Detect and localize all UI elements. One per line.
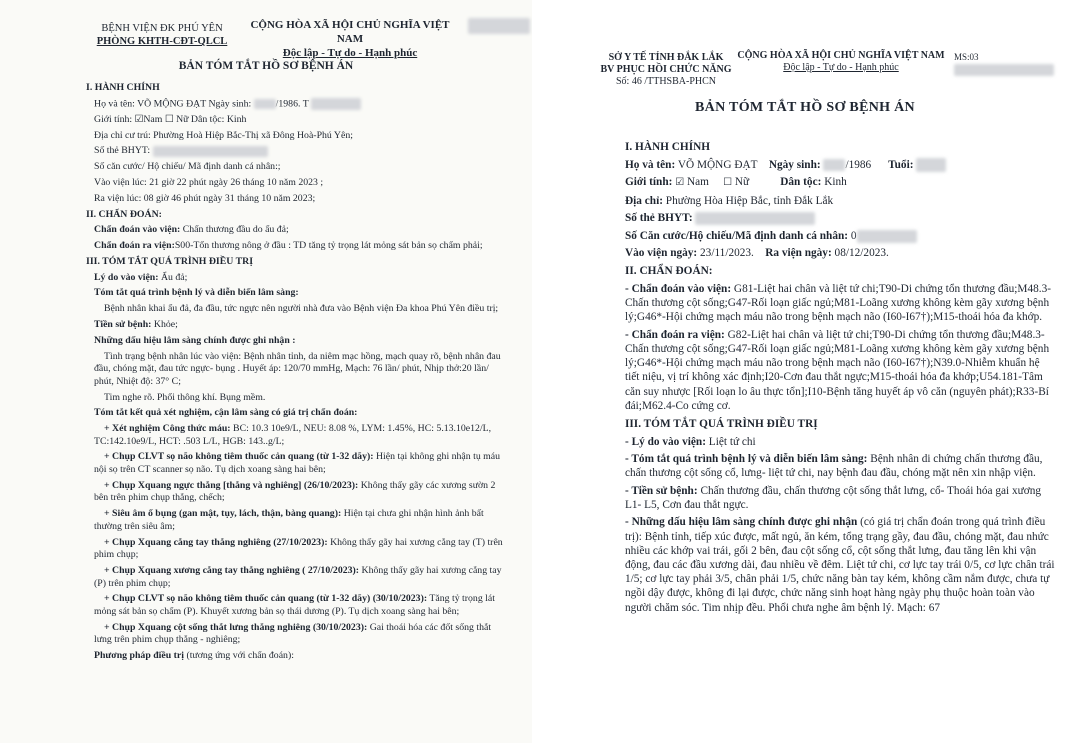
left-test-6: + Chụp Xquang xương cẳng tay thẳng nghiêng ( 27/10/2023): Không thấy gãy hai xương cẳng tay (P) trên phim chụp; <box>94 564 502 589</box>
left-history: Tiền sử bệnh: Khỏe; <box>94 318 178 330</box>
left-test-8: + Chụp Xquang cột sống thắt lưng thẳng nghiêng (30/10/2023): Gai thoái hóa các đốt sống thắt lưng trên phim chụp thẳng - nghiêng; <box>94 621 492 646</box>
right-republic: CỘNG HÒA XÃ HỘI CHỦ NGHĨA VIỆT NAM <box>737 50 945 61</box>
left-test-5: + Chụp Xquang cẳng tay thẳng nghiêng (27/10/2023): Không thấy gãy hai xương cẳng tay (T) trên phim chụp; <box>94 536 503 561</box>
right-name-line: Họ và tên: VÕ MỘNG ĐẠT Ngày sinh: /1986 Tuổi: <box>625 158 1055 172</box>
left-test-1: + Xét nghiệm Công thức máu: BC: 10.3 10e9/L, NEU: 8.08 %, LYM: 1.45%, HC: 5.13.10e12/L, TC:142.10e9/L, HCT: .503 L/L, HGB: 143..g/L; <box>94 423 492 447</box>
male-checked-icon: ☑ <box>675 177 685 189</box>
left-discharge-line: Ra viện lúc: 08 giờ 46 phút ngày 31 tháng 10 năm 2023; <box>94 192 316 204</box>
right-summary: - Tóm tắt quá trình bệnh lý và diễn biến lâm sàng: Bệnh nhân di chứng chấn thương đầu, chấn thương cột sống cổ, lưng- liệt tứ chi, nay bệnh đau đầu, chóng mặt nên xin nhập viện. <box>625 453 1043 480</box>
left-address-line: Địa chỉ cư trú: Phường Hoà Hiệp Bắc-Thị xã Đông Hoà-Phú Yên; <box>94 129 353 141</box>
right-bhyt-line: Số thẻ BHYT: <box>625 211 1055 225</box>
right-hospital-header <box>596 52 736 88</box>
left-bhyt-line: Số thẻ BHYT: <box>86 145 506 158</box>
left-doc-title: BẢN TÓM TẮT HỒ SƠ BỆNH ÁN <box>178 60 354 72</box>
left-gender-line: Giới tính: ☑Nam ☐ Nữ Dân tộc: Kinh <box>94 113 247 125</box>
left-test-4: + Siêu âm ổ bụng (gan mật, tụy, lách, thận, bàng quang): Hiện tại chưa ghi nhận hình ảnh bất thường trên siêu âm; <box>94 508 484 532</box>
right-redacted-header <box>954 64 1054 76</box>
right-republic-header <box>736 50 946 74</box>
right-section-2: II. CHẨN ĐOÁN: <box>625 265 713 278</box>
left-doc-body <box>86 80 506 666</box>
left-test-2: + Chụp CLVT sọ não không tiêm thuốc cản quang (từ 1-32 dãy): Hiện tại không ghi nhận tụ máu nội sọ trên CT scanner sọ não. Tụ dịch xoang sàng hai bên; <box>94 451 501 476</box>
left-redacted-bhyt <box>153 146 268 157</box>
right-redacted-age <box>916 158 946 172</box>
left-summary-label: Tóm tắt quá trình bệnh lý và diễn biến lâm sàng: <box>94 287 299 299</box>
right-doc-title: BẢN TÓM TẮT HỒ SƠ BỆNH ÁN <box>695 100 915 115</box>
right-document-page <box>541 0 1069 743</box>
right-redacted-bhyt <box>695 212 815 225</box>
right-reason: - Lý do vào viện: Liệt tứ chi <box>625 435 756 448</box>
left-section-2: II. CHẨN ĐOÁN: <box>86 208 162 220</box>
right-dx-out: - Chẩn đoán ra viện: G82-Liệt hai chân và liệt tứ chi;T90-Di chứng tổn thương đầu;M48.3-Chấn thương cột sống;G47-Rối loạn giấc ngủ;M81-Loãng xương không kèm gãy xương bệnh lý;G46*-Hội chứng mạch máu não trong bệnh mạch não (I60-I67†);N39.0-Nhiễm khuẩn hệ tiết niệu, vị trí không xác định;I20-Cơn đau thắt ngực;M15-thoái hóa đa khớp;U54.181-Tâm căn suy nhược [Rối loạn lo âu thực tổn];I10-Bệnh tăng huyết áp vô căn (nguyên phát);R33-Bí đái;M62.4-Co cứng cơ. <box>625 328 1050 412</box>
left-dx-out: Chẩn đoán ra viện:S00-Tổn thương nông ở đầu : TD tăng tỷ trọng lát mỏng sát bản sọ chẩm phải; <box>94 240 483 252</box>
right-cccd-line: Số Căn cước/Hộ chiếu/Mã định danh cá nhân: 0 <box>625 229 1055 243</box>
left-republic-header <box>250 18 450 60</box>
left-name-line: Họ và tên: VÕ MỘNG ĐẠT Ngày sinh: /1986. T <box>86 98 506 111</box>
left-dx-in: Chẩn đoán vào viện: Chấn thương đầu do ẩu đả; <box>94 224 289 236</box>
right-hospital-name: BV PHỤC HỒI CHỨC NĂNG <box>600 64 732 75</box>
right-form-code: MS:03 <box>954 52 979 62</box>
left-summary: Bệnh nhân khai ẩu đả, đa đầu, tức ngực nên người nhà đưa vào Bệnh viện Đa khoa Phú Yên điều trị; <box>104 303 499 315</box>
left-cccd-line: Số căn cước/ Hộ chiếu/ Mã định danh cá nhân:; <box>94 161 281 173</box>
left-method: Phương pháp điều trị (tương ứng với chẩn đoán): <box>94 650 294 662</box>
page-gap <box>532 0 541 743</box>
right-section-1: I. HÀNH CHÍNH <box>625 141 711 153</box>
right-ministry: SỞ Y TẾ TỈNH ĐẮK LẮK <box>608 52 724 63</box>
left-hospital-header <box>82 22 242 48</box>
left-signs-label: Những dấu hiệu lâm sàng chính được ghi nhận : <box>94 334 296 346</box>
left-signs-2: Tim nghe rõ. Phổi thông khí. Bụng mềm. <box>104 391 266 403</box>
left-section-3: III. TÓM TẮT QUÁ TRÌNH ĐIỀU TRỊ <box>86 255 254 267</box>
right-signs: - Những dấu hiệu lâm sàng chính được ghi nhận (có giá trị chẩn đoán trong quá trình điều trị): Bệnh tỉnh, tiếp xúc được, mất ngủ, ăn kém, tổng trạng gầy, đau đầu, chóng mặt, đau nhức nhiều các khớp vai trái, gối 2 bên, đau cột sống cổ, cột sống thắt lưng, đau tăng lên khi vận động, đau các đầu xương dài, đau nhiều về đêm. Liệt tứ chi, cơ lực tay trái 0/5, cơ lực chân trái 1/5; cơ lực tay phải 3/5, chân phải 1/5, chức năng bàn tay kém, không cầm nắm được, chưa tự ngồi dậy được, không đi lại được, chức năng sinh hoạt hàng ngày phụ thuộc hoàn toàn vào người chăm sóc. Tim nhịp đều. Phổi chưa nghe âm bệnh lý. Mạch: 67 <box>625 516 1055 614</box>
right-doc-number: Số: 46 /TTHSBA-PHCN <box>615 76 716 87</box>
left-hospital-name: BỆNH VIỆN ĐK PHÚ YÊN <box>101 23 223 34</box>
right-redacted-cccd <box>857 230 917 243</box>
female-checkbox-icon: ☐ <box>723 177 733 189</box>
right-redacted-dob <box>823 159 845 171</box>
left-test-3: + Chụp Xquang ngực thẳng [thẳng và nghiêng] (26/10/2023): Không thấy gãy các xương sườn 2 bên trên phim chụp thẳng, chếch; <box>94 479 496 504</box>
left-redacted-dob <box>254 99 276 109</box>
left-redacted-block <box>468 18 530 34</box>
left-redacted-age <box>311 98 361 110</box>
left-section-1: I. HÀNH CHÍNH <box>86 82 160 93</box>
right-motto: Độc lập - Tự do - Hạnh phúc <box>783 62 899 73</box>
left-test-7: + Chụp CLVT sọ não không tiêm thuốc cản quang (từ 1-32 dãy) (30/10/2023): Tăng tỷ trọng lát mỏng sát bản sọ chẩm (P). Khuyết xương bản sọ thái dương (P). Tụ dịch xoang sàng hai bên; <box>94 593 495 617</box>
right-dates-line: Vào viện ngày: 23/11/2023. Ra viện ngày: 08/12/2023. <box>625 247 889 260</box>
right-history: - Tiền sử bệnh: Chấn thương đầu, chấn thương cột sống thắt lưng, cổ- Thoái hóa gai xương L1- L5, Cơn đau thắt ngực. <box>625 484 1042 511</box>
left-signs: Tình trạng bệnh nhân lúc vào viện: Bệnh nhân tỉnh, da niêm mạc hồng, mạch quay rõ, bệnh nhân đau đầu, chóng mặt, đau tức ngực- bụng . Huyết áp: 120/70 mmHg, Mạch: 76 lần/ phút, Nhịp thở:20 lần/ phút, Nhiệt độ: 37° C; <box>94 350 501 387</box>
left-admit-line: Vào viện lúc: 21 giờ 22 phút ngày 26 tháng 10 năm 2023 ; <box>94 176 324 188</box>
right-gender-line: Giới tính: ☑ Nam ☐ Nữ Dân tộc: Kinh <box>625 175 1055 190</box>
right-doc-body <box>625 136 1055 618</box>
right-address-line: Địa chỉ: Phường Hòa Hiệp Bắc, tỉnh Đắk Lắk <box>625 194 834 207</box>
right-dx-in: - Chẩn đoán vào viện: G81-Liệt hai chân và liệt tứ chi;T90-Di chứng tổn thương đầu;M48.3-Chấn thương cột sống;G47-Rối loạn giấc ngủ;M81-Loãng xương không kèm gãy xương bệnh lý;G46*-Hội chứng mạch máu não trong bệnh mạch não (I60-I67†);M15-thoái hóa đa khớp. <box>625 282 1051 324</box>
left-republic: CỘNG HÒA XÃ HỘI CHỦ NGHĨA VIỆT NAM <box>250 19 450 45</box>
right-section-3: III. TÓM TẮT QUÁ TRÌNH ĐIỀU TRỊ <box>625 418 818 431</box>
left-reason: Lý do vào viện: Ẩu đả; <box>94 271 188 283</box>
left-tests-label: Tóm tắt kết quả xét nghiệm, cận lâm sàng có giá trị chẩn đoán: <box>94 407 358 419</box>
left-dept-name: PHÒNG KHTH-CĐT-QLCL <box>96 36 228 47</box>
left-document-page <box>0 0 532 743</box>
left-motto: Độc lập - Tự do - Hạnh phúc <box>282 47 418 59</box>
